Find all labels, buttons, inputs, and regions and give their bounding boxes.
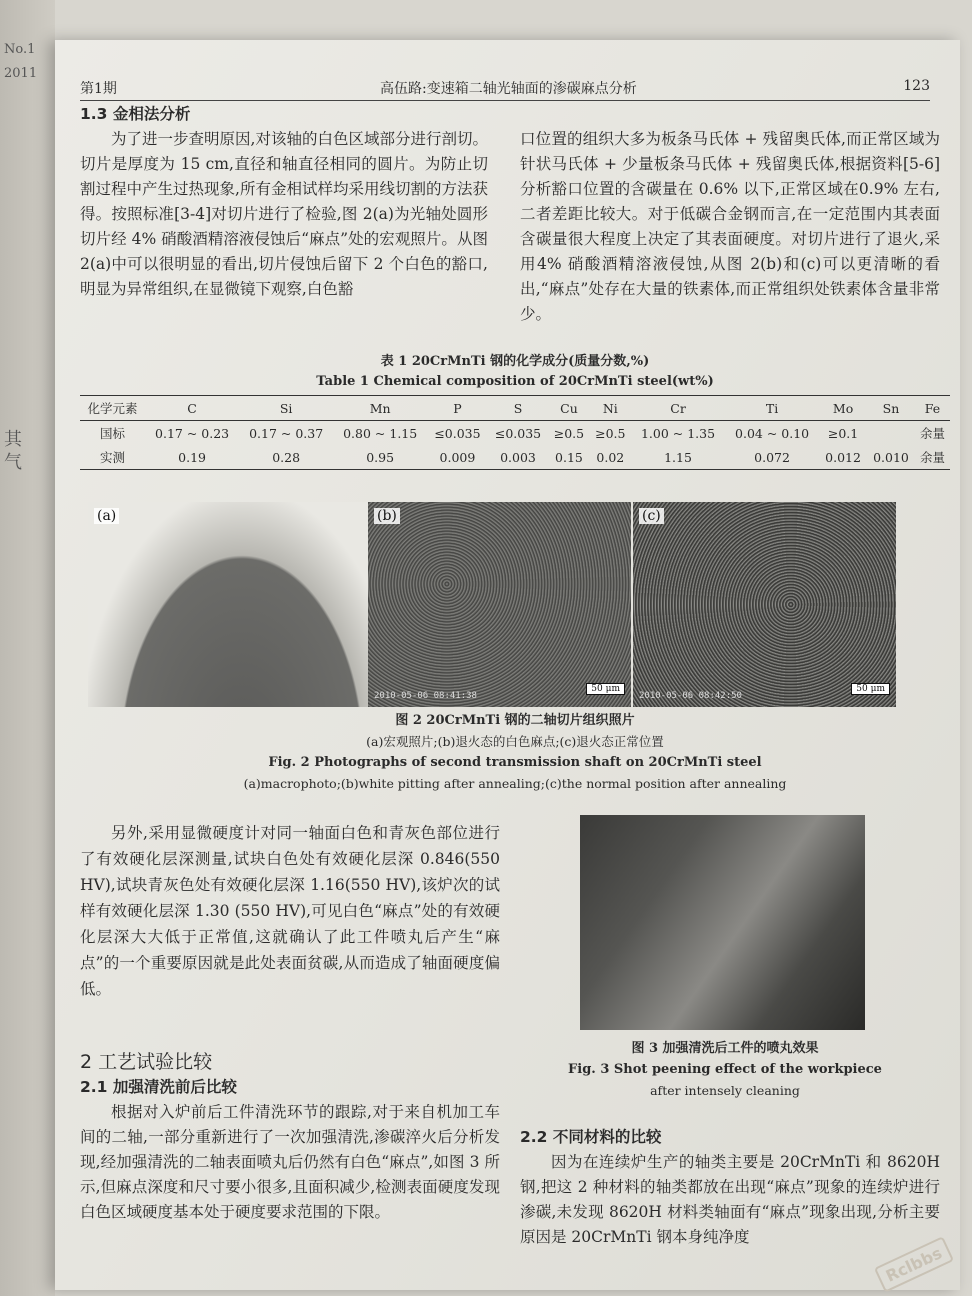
header-cell: P — [427, 396, 488, 421]
table-cell: 0.010 — [867, 445, 915, 470]
caption-en: Fig. 3 Shot peening effect of the workpiece — [568, 1062, 882, 1077]
scale-bar: 50 μm — [586, 683, 625, 695]
header-cell: Si — [239, 396, 333, 421]
table-cell: 0.009 — [427, 445, 488, 470]
header-cell: Ni — [590, 396, 631, 421]
fig3-photo — [580, 815, 865, 1030]
table-cell: ≥0.5 — [595, 425, 626, 441]
adjacent-page-edge — [0, 0, 55, 1296]
figure-panel-label: (b) — [374, 508, 400, 524]
table-title-en: Table 1 Chemical composition of 20CrMnTi steel(wt%) — [316, 374, 714, 389]
table-header-row — [80, 396, 950, 421]
table-cell: 0.17 ~ 0.23 — [155, 425, 230, 441]
edge-text: No.1 — [4, 42, 36, 57]
body-paragraph: 为了进一步查明原因,对该轴的白色区域部分进行剖切。切片是厚度为 15 cm,直径和轴直径相同的圆片。为防止切割过程中产生过热现象,所有金相试样均采用线切割的方法获得。按照标准[3-4]对切片进行了检验,图 2(a)为光轴处圆形切片经 4% 硝酸酒精溶液侵蚀后“麻点”处的宏观照片。从图 2(a)中可以很明显的看出,切片侵蚀后留下 2 个白色的豁口,明显为异常组织,在显微镜下观察,白色豁 — [80, 130, 488, 298]
table-cell: ≤0.035 — [494, 425, 542, 441]
table-cell: 0.19 — [145, 445, 239, 470]
header-cell: Mo — [819, 396, 867, 421]
header-cell: Cr — [631, 396, 725, 421]
fig2b-micrograph — [368, 502, 631, 707]
header-cell: Fe — [915, 396, 950, 421]
table-cell: 0.28 — [239, 445, 333, 470]
hardness-section — [80, 820, 500, 1002]
watermark: Rclbbs — [874, 1236, 954, 1292]
caption-sub-cn: (a)宏观照片;(b)退火态的白色麻点;(c)退火态正常位置 — [366, 734, 664, 749]
running-header — [80, 78, 930, 101]
body-paragraph: 因为在连续炉生产的轴类主要是 20CrMnTi 和 8620H 钢,把这 2 种材料的轴类都放在出现“麻点”现象的连续炉进行渗碳,未发现 8620H 材料类轴面有“麻点”现象出现,分析主要原因是 20CrMnTi 钢本身纯净度 — [520, 1153, 940, 1246]
section-1-3-continued — [520, 127, 940, 327]
table-cell: 国标 — [100, 426, 126, 441]
section-2 — [80, 1050, 500, 1225]
section-heading: 2 工艺试验比较 — [80, 1051, 213, 1073]
body-paragraph: 另外,采用显微硬度计对同一轴面白色和青灰色部位进行了有效硬化层深测量,试块白色处有效硬化层深 0.846(550 HV),试块青灰色处有效硬化层深 1.16(550 HV),该炉次的试样有效硬化层深 1.30 (550 HV),可见白色“麻点”处的有效硬化层深大大低于正常值,这就确认了此工件喷丸后产生“麻点”的一个重要原因就是此处表面贫碳,从而造成了轴面硬度偏低。 — [80, 824, 500, 998]
figure-panel-label: (c) — [639, 508, 664, 524]
timestamp: 2010-05-06 08:41:38 — [374, 691, 477, 701]
table-cell: 0.012 — [819, 445, 867, 470]
subsection-heading: 2.2 不同材料的比较 — [520, 1128, 662, 1146]
header-cell: S — [488, 396, 549, 421]
composition-table — [80, 395, 950, 470]
header-cell: Mn — [333, 396, 427, 421]
header-cell: Cu — [548, 396, 589, 421]
caption-cn: 图 2 20CrMnTi 钢的二轴切片组织照片 — [395, 713, 635, 728]
header-cell: Sn — [867, 396, 915, 421]
table-cell: 1.00 ~ 1.35 — [640, 425, 716, 441]
caption-en: Fig. 2 Photographs of second transmission shaft on 20CrMnTi steel — [268, 755, 762, 770]
edge-text: 气 — [4, 452, 22, 473]
fig2a-macrophoto — [88, 502, 368, 707]
header-cell: Ti — [725, 396, 819, 421]
scale-bar: 50 μm — [851, 683, 890, 695]
table-cell: 实测 — [80, 445, 145, 470]
section-heading: 1.3 金相法分析 — [80, 105, 191, 123]
fig2-caption — [80, 710, 950, 794]
table-cell — [867, 421, 915, 446]
table-cell: ≥0.1 — [827, 425, 859, 441]
timestamp: 2010-05-06 08:42:50 — [639, 691, 742, 701]
table-title-cn: 表 1 20CrMnTi 钢的化学成分(质量分数,%) — [380, 354, 650, 369]
page-number: 123 — [903, 78, 930, 94]
header-cell: C — [145, 396, 239, 421]
table-cell: 0.17 ~ 0.37 — [249, 425, 324, 441]
figure-panel-label: (a) — [94, 508, 119, 524]
table-cell: 余量 — [915, 445, 950, 470]
table-cell: 0.80 ~ 1.15 — [343, 425, 418, 441]
caption-cn: 图 3 加强清洗后工件的喷丸效果 — [631, 1041, 819, 1056]
table-cell: 0.95 — [333, 445, 427, 470]
caption-en-cont: after intensely cleaning — [650, 1083, 800, 1098]
body-paragraph: 根据对入炉前后工件清洗环节的跟踪,对于来自机加工车间的二轴,一部分重新进行了一次加强清洗,渗碳淬火后分析发现,经加强清洗的二轴表面喷丸后仍然有白色“麻点”,如图 3 所示,但麻点深度和尺寸要小很多,且面积减少,检测表面硬度发现白色区域硬度基本处于硬度要求范围的下限。 — [80, 1103, 500, 1221]
table-cell: 0.003 — [488, 445, 549, 470]
subsection-heading: 2.1 加强清洗前后比较 — [80, 1078, 237, 1096]
table-cell: ≤0.035 — [434, 425, 481, 441]
body-paragraph: 口位置的组织大多为板条马氏体 + 残留奥氏体,而正常区域为针状马氏体 + 少量板条马氏体 + 残留奥氏体,根据资料[5-6]分析豁口位置的含碳量在 0.6% 以下,正常区域在0.9% 左右,二者差距比较大。对于低碳合金钢而言,在一定范围内其表面含碳量很大程度上决定了其表面硬度。对切片进行了退火,采用4% 硝酸酒精溶液侵蚀,从图 2(b)和(c)可以更清晰的看出,“麻点”处存在大量的铁素体,而正常组织处铁素体含量非常少。 — [520, 130, 940, 323]
section-1-3 — [80, 102, 488, 302]
table-cell: 余量 — [919, 426, 945, 441]
table-cell: 0.04 ~ 0.10 — [735, 425, 810, 441]
header-cell: 化学元素 — [80, 396, 145, 421]
edge-text: 其 — [4, 429, 22, 450]
table-cell: 0.072 — [725, 445, 819, 470]
article-title: 高伍路:变速箱二轴光轴面的渗碳麻点分析 — [380, 81, 637, 97]
journal-page — [55, 40, 960, 1290]
section-2-2 — [520, 1125, 940, 1250]
table-row — [80, 445, 950, 470]
fig3-caption — [525, 1038, 925, 1101]
table-cell: 0.15 — [548, 445, 589, 470]
table-cell: 1.15 — [631, 445, 725, 470]
table-cell: 0.02 — [590, 445, 631, 470]
table-cell: ≥0.5 — [553, 425, 585, 441]
table-caption — [80, 352, 950, 392]
table-row — [80, 421, 950, 446]
caption-sub-en: (a)macrophoto;(b)white pitting after annealing;(c)the normal position after annealing — [243, 776, 787, 791]
issue-number: 第1期 — [80, 81, 117, 97]
edge-text: 2011 — [4, 66, 38, 81]
fig2c-micrograph — [633, 502, 896, 707]
